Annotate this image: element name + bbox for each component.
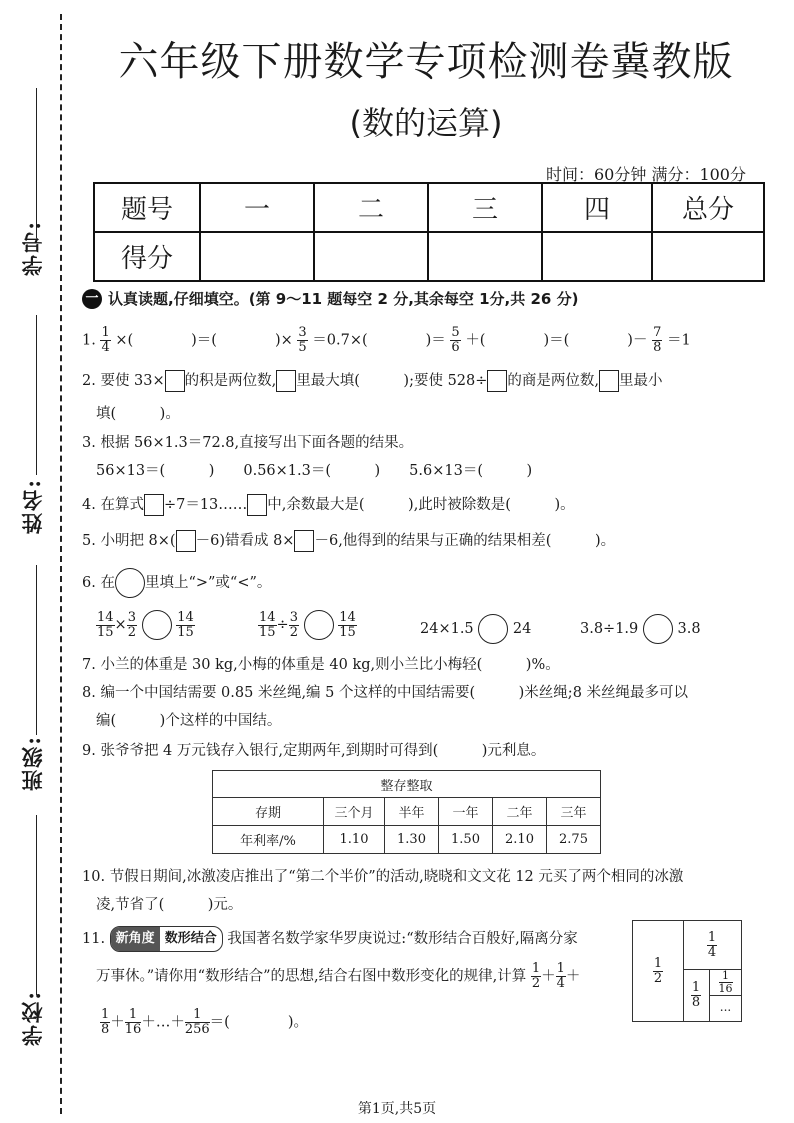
question-8: 8. 编一个中国结需要 0.85 米丝绳,编 5 个这样的中国结需要( )米丝绳;8 米丝绳最多可以 [82,685,689,701]
question-5: 5. 小明把 8×( －6)错看成 8× －6,他得到的结果与正确的结果相差( )。 [82,530,615,552]
score-input-cell[interactable] [428,232,542,281]
score-table [93,182,765,282]
question-6-item-3: 24×1.5 24 [420,614,531,644]
binding-margin [0,0,70,1123]
score-cell: 四 [542,183,652,232]
rate-cell: 年利率/% [213,826,324,854]
interest-rate-table [212,770,601,854]
rate-header-cell: 三年 [547,798,601,826]
new-angle-tag: 新角度 数形结合 [110,926,223,952]
question-8-cont: 编( )个这样的中国结。 [96,713,282,729]
score-input-cell[interactable] [542,232,652,281]
answer-box[interactable] [176,530,196,552]
q1-text: ＝0.7×( )＝ [312,332,446,349]
fraction-square-diagram: 1 2 1 4 1 8 1 16 ... [632,920,742,1022]
school-line [36,815,37,995]
answer-box[interactable] [276,370,296,392]
class-label: 班级: [20,735,45,791]
score-table-score-row [94,232,764,281]
question-10-cont: 凌,节省了( )元。 [96,897,243,913]
page-subtitle: (数的运算) [349,104,503,142]
rate-cell: 1.10 [324,826,385,854]
question-6-item-1: $\frac{14}{15}$ × $\frac{3}{2}$ $\frac{14}{15}$ [97,609,194,640]
rate-cell: 1.30 [385,826,439,854]
question-6-item-2: $\frac{14}{15}$ ÷ $\frac{3}{2}$ $\frac{14}{15}$ [259,609,356,640]
question-11-line2: 万事休。”请你用“数形结合”的思想,结合右图中数形变化的规律,计算 $\frac{1}{2}$ ＋ $\frac{1}{4}$ ＋ [96,961,581,991]
rate-header-cell: 半年 [385,798,439,826]
question-3-items: 56×13＝( ) 0.56×1.3＝( ) 5.6×13＝( ) [96,463,533,479]
name-line [36,315,37,475]
question-11: 11. 新角度 数形结合 我国著名数学家华罗庚说过:“数形结合百般好,隔离分家 [82,926,578,952]
answer-box[interactable] [247,494,267,516]
fraction: $\frac{3}{5}$ [298,325,307,355]
answer-box[interactable] [294,530,314,552]
rate-header-cell: 一年 [439,798,493,826]
score-cell: 一 [200,183,314,232]
score-cell: 总分 [652,183,764,232]
rate-cell: 2.75 [547,826,601,854]
question-10: 10. 节假日期间,冰激凌店推出了“第二个半价”的活动,晓晓和文文花 12 元买了两个相同的冰激 [82,869,684,885]
question-1 [82,326,691,355]
question-2: 2. 要使 33× 的积是两位数, 里最大填( );要使 528÷ 的商是两位数, 里最小 [82,370,663,392]
fraction: $\frac{5}{6}$ [451,325,460,355]
score-cell: 得分 [94,232,200,281]
score-input-cell[interactable] [200,232,314,281]
fraction: $\frac{7}{8}$ [653,325,662,355]
score-cell: 三 [428,183,542,232]
cut-line [60,14,62,1114]
q1-text: ×( )＝( )× [115,332,293,349]
class-line [36,565,37,735]
score-cell: 题号 [94,183,200,232]
answer-box[interactable] [165,370,185,392]
question-6: 6. 在 里填上“>”或“<”。 [82,568,271,598]
question-11-line3: $\frac{1}{8}$ ＋ $\frac{1}{16}$ ＋…＋ $\frac{1}{256}$ ＝( )。 [101,1007,308,1037]
q1-number: 1. [82,332,96,349]
answer-box[interactable] [487,370,507,392]
q1-text: ＋( )＝( )－ [465,332,648,349]
school-label: 学校: [20,990,45,1046]
compare-circle[interactable] [142,610,172,640]
section-heading [82,288,578,309]
student-id-line [36,88,37,238]
question-2-cont: 填( )。 [96,406,180,422]
question-3: 3. 根据 56×1.3＝72.8,直接写出下面各题的结果。 [82,435,414,451]
student-id-label: 学号: [20,220,45,276]
rate-header-cell: 三个月 [324,798,385,826]
compare-circle[interactable] [115,568,145,598]
score-input-cell[interactable] [314,232,428,281]
score-table-header-row [94,183,764,232]
rate-header-cell: 存期 [213,798,324,826]
score-cell: 二 [314,183,428,232]
question-6-item-4: 3.8÷1.9 3.8 [580,614,701,644]
compare-circle[interactable] [643,614,673,644]
page-footer: 第1页,共5页 [357,1101,437,1117]
rate-table-title: 整存整取 [213,771,601,798]
rate-cell: 1.50 [439,826,493,854]
answer-box[interactable] [144,494,164,516]
q1-text: ＝1 [666,332,691,349]
question-9: 9. 张爷爷把 4 万元钱存入银行,定期两年,到期时可得到( )元利息。 [82,743,546,759]
fraction: $\frac{1}{4}$ [101,325,110,355]
rate-cell: 2.10 [493,826,547,854]
compare-circle[interactable] [304,610,334,640]
name-label: 姓名: [20,478,45,534]
compare-circle[interactable] [478,614,508,644]
section-number: 一 [82,289,102,309]
question-7: 7. 小兰的体重是 30 kg,小梅的体重是 40 kg,则小兰比小梅轻( )%。 [82,657,560,673]
page-title: 六年级下册数学专项检测卷冀教版 [118,39,734,85]
section-heading-text: 认真读题,仔细填空。(第 9～11 题每空 2 分,其余每空 1分,共 26 分) [108,290,579,308]
answer-box[interactable] [599,370,619,392]
question-4: 4. 在算式 ÷7＝13…… 中,余数最大是( ),此时被除数是( )。 [82,494,575,516]
time-info: 时间：60分钟 满分：100分 [546,165,746,184]
rate-header-cell: 二年 [493,798,547,826]
score-input-cell[interactable] [652,232,764,281]
